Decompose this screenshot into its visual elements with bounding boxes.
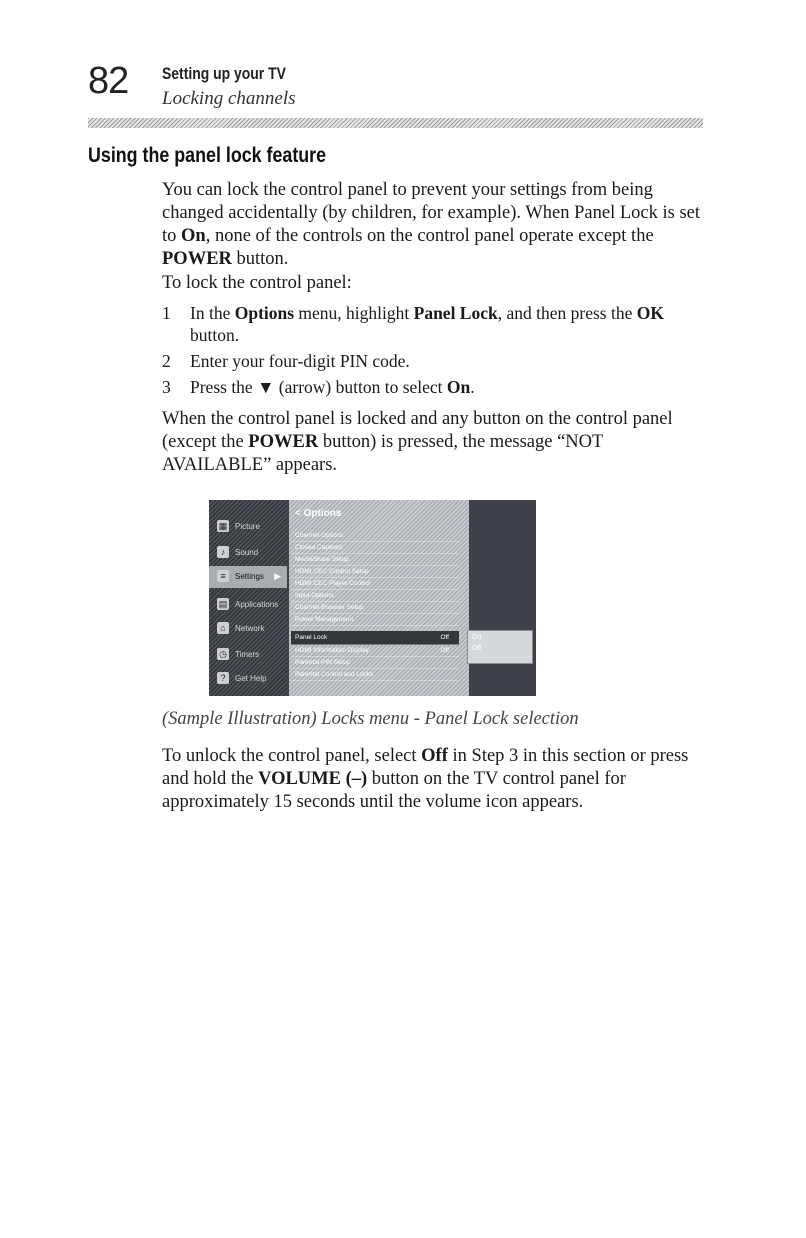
- intro-paragraph: You can lock the control panel to prevent your settings from being changed accidentally (by children, for example). When Panel Lock is set to On, none of the controls on the control panel operate except the POWER button.: [162, 180, 701, 269]
- lock-intro: To lock the control panel:: [162, 273, 352, 293]
- steps-list: [162, 302, 710, 402]
- play-arrow-icon: ▶: [274, 571, 281, 581]
- tv-item-panel-lock: Panel Lock Off: [291, 631, 459, 645]
- arrow-down-icon: ▼: [257, 377, 275, 397]
- tv-left-item-help: ? Get Help: [209, 668, 287, 690]
- tv-on-off-popup: [467, 630, 533, 664]
- tv-left-item-settings: ≡ Settings ▶: [209, 566, 287, 588]
- tv-item: HDMI Information Display Off: [291, 645, 459, 657]
- subsection-title: Locking channels: [162, 88, 296, 109]
- tv-item: Parental PIN Setup: [291, 657, 459, 669]
- tv-menu-illustration: [209, 500, 536, 696]
- figure-caption: (Sample Illustration) Locks menu - Panel Lock selection: [162, 709, 579, 729]
- popup-option-off: Off: [472, 645, 482, 652]
- header-rule: [88, 118, 703, 128]
- popup-option-on: On: [472, 634, 482, 641]
- unlock-paragraph: To unlock the control panel, select Off in Step 3 in this section or press and hold the VOLUME (–) button on the TV control panel for approximately 15 seconds until the volume icon appears.: [162, 746, 689, 812]
- help-icon: ?: [217, 672, 229, 684]
- tv-item: Channel Browser Setup: [291, 602, 459, 614]
- step-3: 3 Press the ▼ (arrow) button to select On.: [162, 377, 475, 397]
- applications-icon: ▤: [218, 598, 228, 609]
- picture-icon: ▦: [218, 520, 228, 531]
- tv-item: HDMI CEC Player Control: [291, 578, 459, 590]
- page-number: 82: [88, 60, 129, 102]
- tv-left-item-picture: ▦ Picture: [218, 520, 260, 531]
- tv-item: Closed Captions: [291, 542, 459, 554]
- tv-left-item-timers: ◷ Timers: [209, 644, 287, 666]
- tv-left-menu: [209, 500, 287, 696]
- tv-item: Channel Options: [291, 530, 459, 542]
- tv-left-item-applications: ▤ Applications: [218, 598, 279, 609]
- step-2: 2 Enter your four-digit PIN code.: [162, 351, 410, 371]
- tv-item: HDMI CEC Control Setup: [291, 566, 459, 578]
- section-heading: Using the panel lock feature: [88, 144, 327, 167]
- step-1: 1 In the Options menu, highlight Panel Lock, and then press the OK button.: [162, 303, 664, 345]
- tv-left-item-sound: ♪ Sound: [209, 542, 287, 564]
- tv-item: MediaShare Setup: [291, 554, 459, 566]
- tv-left-item-network: ⌂ Network: [209, 618, 287, 640]
- tv-options-header: < Options: [295, 508, 342, 519]
- tv-item: Input Options: [291, 590, 459, 602]
- tv-item: Parental Control and Locks: [291, 669, 459, 681]
- chapter-title: Setting up your TV: [162, 64, 286, 83]
- tv-item: Power Management: [291, 614, 459, 626]
- timer-icon: ◷: [217, 648, 229, 660]
- locked-paragraph: When the control panel is locked and any button on the control panel (except the POWER button) is pressed, the message “NOT AVAILABLE” appears.: [162, 409, 673, 475]
- sound-icon: ♪: [217, 546, 229, 558]
- network-icon: ⌂: [217, 622, 229, 634]
- settings-icon: ≡: [217, 570, 229, 582]
